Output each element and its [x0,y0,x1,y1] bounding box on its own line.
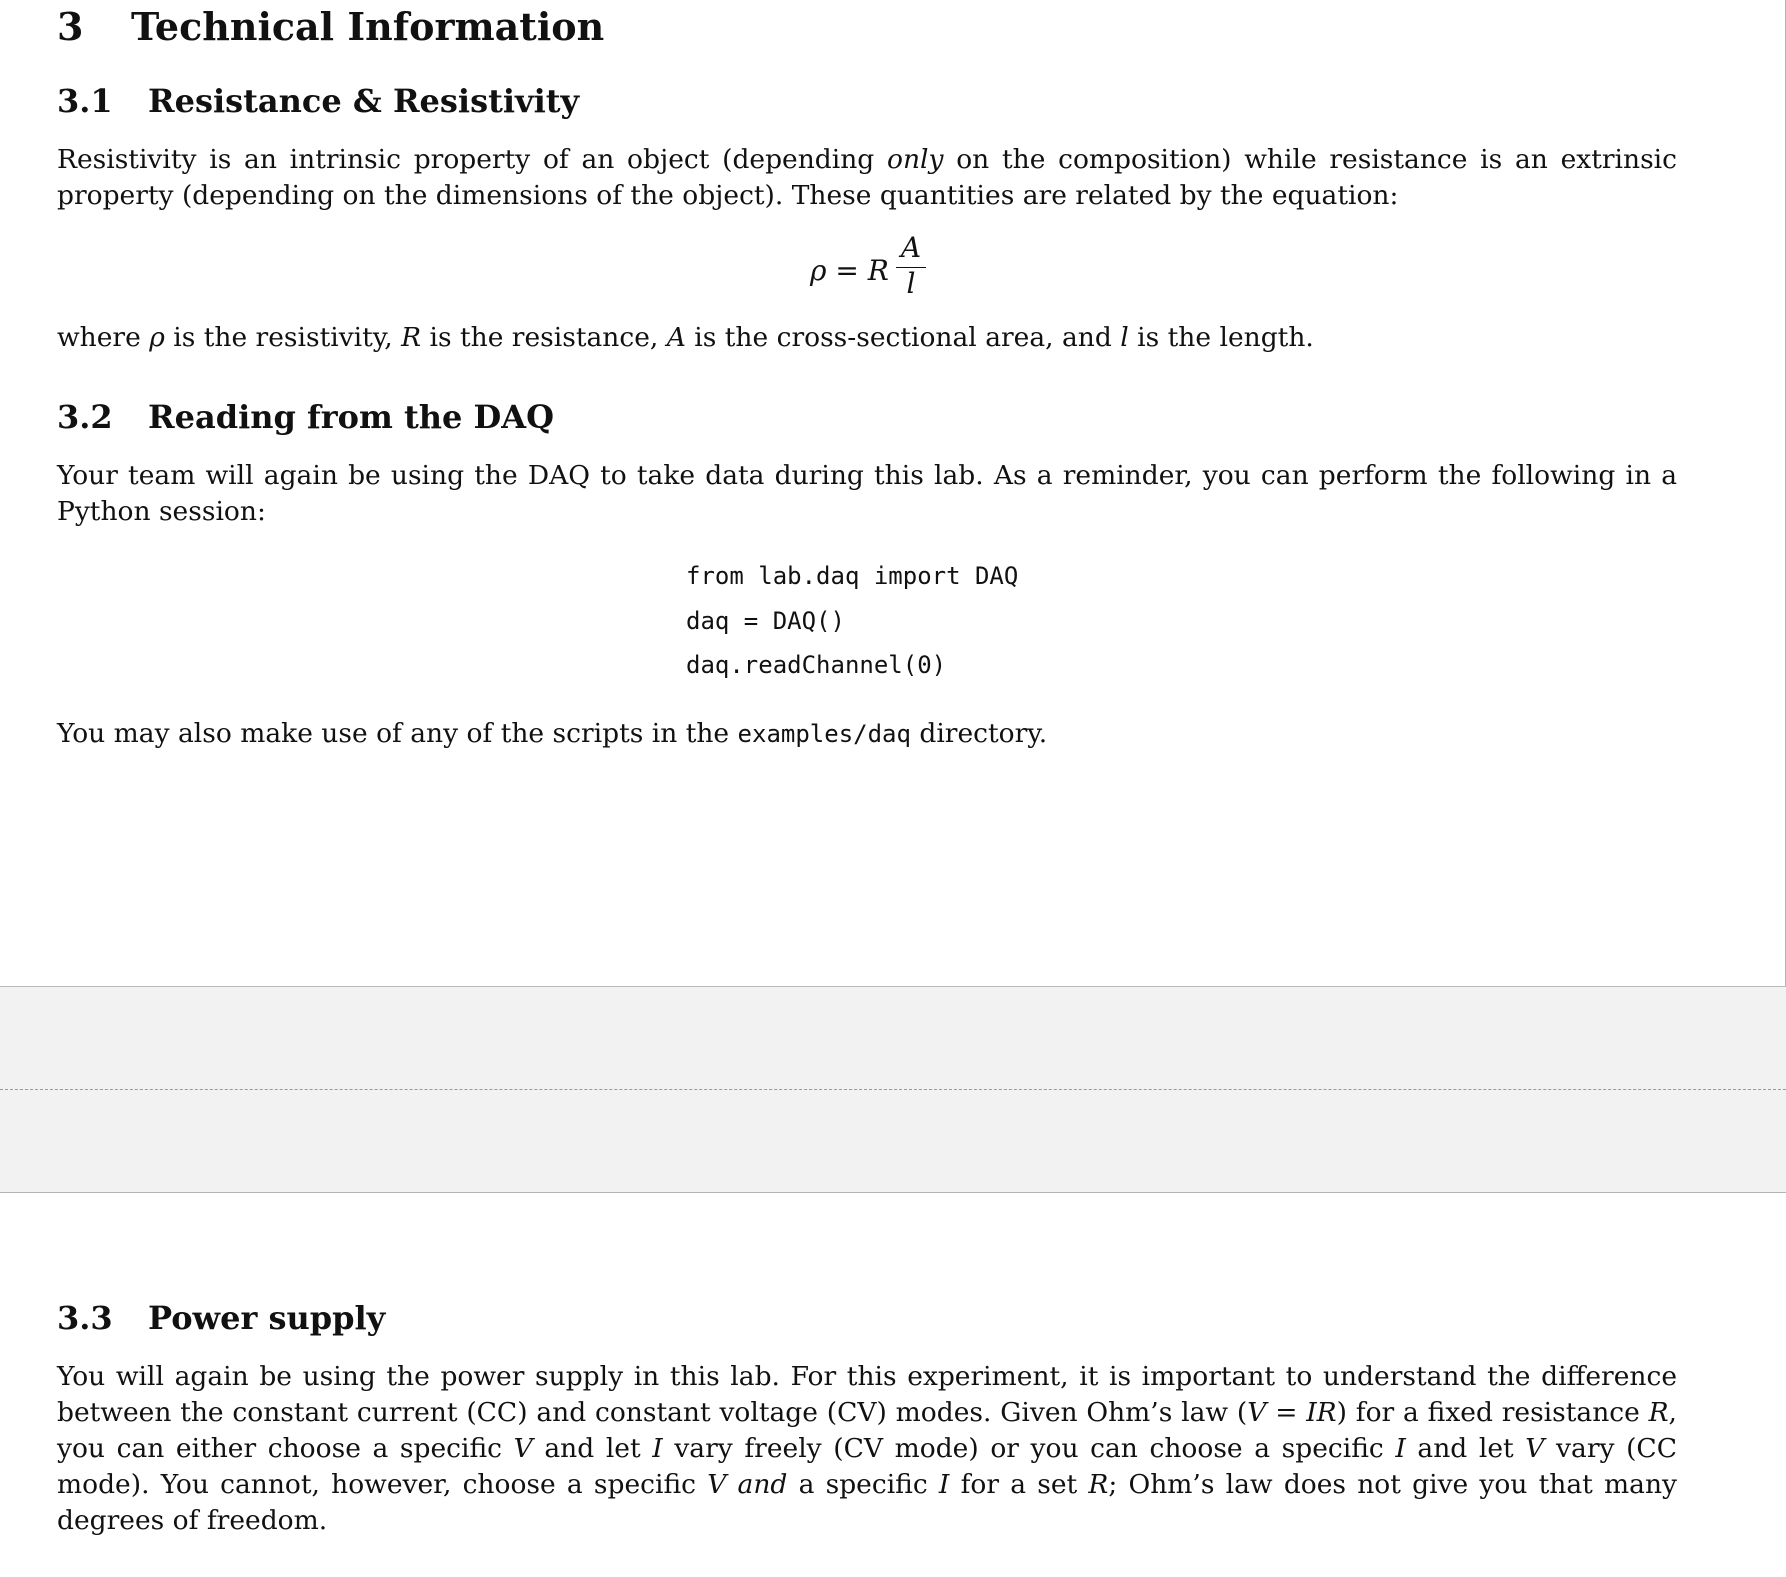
math-symbol: I [938,1469,950,1500]
paragraph [57,716,1677,752]
text: Resistivity is an intrinsic property of an object (depending [57,144,888,175]
text: vary (CC mode). You cannot, however, choose a specific [57,1433,1677,1500]
math-symbol: A [666,322,686,353]
math-symbol: R [1088,1469,1109,1500]
equation-fraction [896,232,926,300]
paragraph: Your team will again be using the DAQ to take data during this lab. As a reminder, you can perform the following in a Python session: [57,460,1677,527]
text: is the cross-sectional area, and [685,322,1121,353]
fraction-numerator: A [900,231,922,264]
math-symbol: V [513,1433,533,1464]
paragraph [57,320,1677,356]
text: ) for a fixed resistance [1336,1397,1649,1428]
subsection-heading [57,1299,385,1337]
text: where [57,322,150,353]
text: and let [532,1433,653,1464]
equation-lhs: ρ = R [810,254,889,287]
paragraph [57,1359,1677,1539]
paragraph [57,142,1677,214]
section-title: Technical Information [131,4,605,49]
text: You may also make use of any of the scripts in the [57,718,738,749]
subsection-title: Reading from the DAQ [148,398,554,436]
subsection-number: 3.1 [57,82,113,120]
inline-code: examples/daq [737,720,911,748]
text: vary freely (CV mode) or you can choose a specific [662,1433,1396,1464]
text: is the length. [1128,322,1314,353]
subsection-heading [57,82,579,120]
section-heading [57,4,604,49]
math-symbol: I [1395,1433,1406,1464]
text: ; Ohm’s law does not give you that many degrees of freedom. [57,1469,1677,1536]
text: on the composition) while resistance is an extrinsic property (depending on the dimensions of the object). These quantities are related by the equation: [57,144,1677,211]
math-symbol: V [1525,1433,1545,1464]
text: directory. [910,718,1048,749]
math-symbol: ρ [149,322,165,353]
math-symbol: V [1247,1397,1267,1428]
emphasis: only [887,144,944,175]
math-symbol: R [401,322,422,353]
text: and let [1405,1433,1526,1464]
document-page-2 [0,1192,1786,1577]
math-symbol: l [1120,322,1129,353]
emphasis: and [726,1469,788,1500]
math-symbol: I [652,1433,663,1464]
text: You will again be using the power supply in this lab. For this experiment, it is important to understand the difference between the constant current (CC) and constant voltage (CV) modes. Given Ohm’s law ( [57,1361,1677,1428]
page-break [0,986,1786,1192]
math-symbol: V [707,1469,727,1500]
text: is the resistivity, [164,322,402,353]
subsection-number: 3.3 [57,1299,113,1337]
subsection-number: 3.2 [57,398,113,436]
subsection-title: Power supply [148,1299,386,1337]
fraction-denominator: l [906,267,916,300]
text: a specific [787,1469,939,1500]
section-number: 3 [57,4,84,49]
text: = [1266,1397,1307,1428]
subsection-heading [57,398,554,436]
text: , you can either choose a specific [57,1397,1677,1464]
text: for a set [949,1469,1089,1500]
page-break-dashed-line [0,1089,1786,1090]
text: is the resistance, [421,322,667,353]
math-symbol: IR [1306,1397,1337,1428]
code-line: daq = DAQ() [686,607,845,635]
math-symbol: R [1648,1397,1669,1428]
code-line: from lab.daq import DAQ [686,562,1019,590]
subsection-title: Resistance & Resistivity [148,82,580,120]
code-line: daq.readChannel(0) [686,651,947,679]
